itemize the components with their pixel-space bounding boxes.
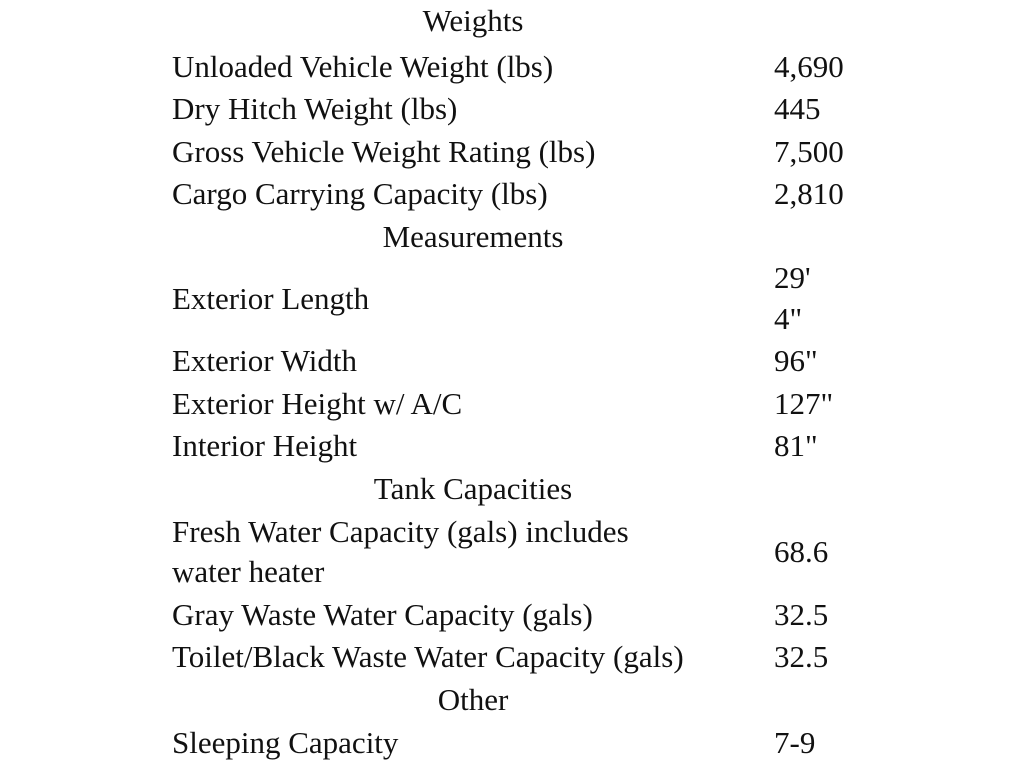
section-heading-weights bbox=[0, 4, 946, 38]
spec-label: Exterior Width bbox=[172, 343, 358, 378]
spec-label: Dry Hitch Weight (lbs) bbox=[172, 91, 458, 126]
spec-value: 7,500 bbox=[774, 134, 844, 169]
section-heading-measurements bbox=[0, 220, 946, 254]
spec-value: 32.5 bbox=[774, 597, 829, 632]
spec-label: Sleeping Capacity bbox=[172, 725, 399, 760]
section-heading-tank-capacities bbox=[0, 472, 946, 506]
spec-value: 4,690 bbox=[774, 49, 844, 84]
spec-label: Exterior Length bbox=[172, 281, 370, 316]
spec-value: 445 bbox=[774, 91, 821, 126]
spec-value: 4" bbox=[774, 301, 803, 336]
spec-label: Cargo Carrying Capacity (lbs) bbox=[172, 176, 548, 211]
spec-label: Gray Waste Water Capacity (gals) bbox=[172, 597, 593, 632]
spec-value: 81" bbox=[774, 428, 818, 463]
spec-label: Toilet/Black Waste Water Capacity (gals) bbox=[172, 639, 684, 674]
spec-label: Fresh Water Capacity (gals) includes bbox=[172, 514, 629, 549]
other-heading-text: Other bbox=[437, 682, 509, 717]
spec-value: 7-9 bbox=[774, 725, 816, 760]
tanks-heading-text: Tank Capacities bbox=[373, 471, 573, 506]
measurements-heading-text: Measurements bbox=[382, 219, 564, 254]
spec-label: water heater bbox=[172, 554, 325, 589]
spec-label: Interior Height bbox=[172, 428, 358, 463]
weights-heading-text: Weights bbox=[422, 3, 524, 38]
spec-value: 127" bbox=[774, 386, 834, 421]
spec-value: 96" bbox=[774, 343, 818, 378]
spec-value: 32.5 bbox=[774, 639, 829, 674]
spec-value: 2,810 bbox=[774, 176, 844, 211]
spec-label: Unloaded Vehicle Weight (lbs) bbox=[172, 49, 554, 84]
spec-label: Gross Vehicle Weight Rating (lbs) bbox=[172, 134, 596, 169]
spec-value: 68.6 bbox=[774, 534, 829, 569]
section-heading-other bbox=[0, 683, 946, 717]
spec-label: Exterior Height w/ A/C bbox=[172, 386, 463, 421]
spec-value: 29' bbox=[774, 260, 811, 295]
